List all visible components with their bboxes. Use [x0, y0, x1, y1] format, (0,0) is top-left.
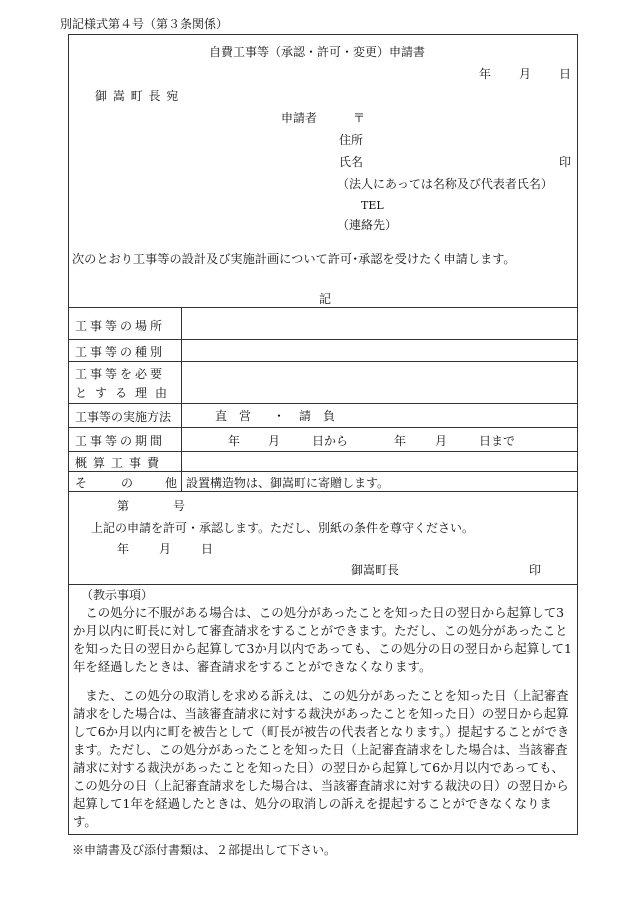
- table-row-divider: [69, 339, 577, 340]
- application-date-year: 年: [479, 67, 492, 81]
- form-number: 別記様式第４号（第３条関係）: [60, 17, 229, 31]
- contact-label: （連絡先）: [337, 218, 398, 232]
- table-top-border: [69, 307, 577, 308]
- period-end-month: 月: [435, 434, 448, 448]
- period-end-year: 年: [394, 434, 407, 448]
- notice-paragraph-1: この処分に不服がある場合は、この処分があったことを知った日の翌日から起算して3か月以内に町長に対して審査請求をすることができます。ただし、この処分があったことを知った日の翌日から起算して3か月以内であっても、この処分の日の翌日から起算して1年を経過したときは、審査請求をすることができなくなります。: [73, 605, 572, 674]
- other-label-char1: そ: [75, 476, 88, 490]
- application-form: [68, 34, 578, 835]
- approval-date-month: 月: [159, 542, 172, 556]
- method-direct-option: 直 営: [215, 409, 252, 423]
- period-end-suffix: 日まで: [479, 434, 516, 448]
- mayor-seal-mark: 印: [529, 563, 542, 577]
- name-note: （法人にあっては名称及び代表者氏名）: [337, 177, 553, 191]
- address-label: 住所: [339, 133, 364, 147]
- approval-date-year: 年: [117, 542, 130, 556]
- table-row-divider: [69, 403, 577, 404]
- approval-number-go: 号: [173, 499, 186, 513]
- name-label: 氏名: [339, 155, 364, 169]
- other-label-char2: の: [121, 476, 134, 490]
- request-text: 次のとおり工事等の設計及び実施計画について許可･承認を受けたく申請します。: [72, 252, 516, 266]
- period-start-month: 月: [268, 434, 281, 448]
- period-start-year: 年: [228, 434, 241, 448]
- table-row-divider: [69, 361, 577, 362]
- approval-date-day: 日: [201, 542, 214, 556]
- period-start-suffix: 日から: [312, 434, 349, 448]
- submission-footnote: ※申請書及び添付書類は、２部提出して下さい。: [72, 843, 337, 857]
- application-date-day: 日: [559, 67, 572, 81]
- method-contract-option: 請 負: [299, 409, 336, 423]
- seal-mark: 印: [559, 155, 572, 169]
- table-column-divider: [181, 307, 182, 491]
- addressee: 御 嵩 町 長 宛: [95, 89, 180, 103]
- other-value: 設置構造物は、御嵩町に寄贈します。: [186, 476, 390, 490]
- method-separator: ・: [273, 409, 286, 423]
- notice-heading: （教示事項）: [81, 588, 154, 602]
- reason-label-line2: とする理由: [75, 386, 176, 400]
- mayor-signature: 御嵩町長: [351, 563, 400, 577]
- period-label: 工事等の期間: [75, 434, 166, 448]
- approval-number-dai: 第: [117, 499, 130, 513]
- table-row-divider: [69, 427, 577, 428]
- method-label: 工事等の実施方法: [75, 410, 172, 424]
- table-row-divider: [69, 471, 577, 472]
- postal-mark: 〒: [353, 111, 366, 125]
- type-label: 工事等の種別: [75, 345, 166, 359]
- reason-label-line1: 工事等を必要: [75, 367, 166, 381]
- applicant-label: 申請者: [281, 111, 318, 125]
- tel-label: TEL: [361, 199, 384, 212]
- other-label-char3: 他: [165, 476, 178, 490]
- table-row-divider: [69, 451, 577, 452]
- ki-label: 記: [319, 292, 332, 306]
- notice-paragraph-2: また、この処分の取消しを求める訴えは、この処分があったことを知った日（上記審査請求をした場合は、当該審査請求に対する裁決があったことを知った日）の翌日から起算して6か月以内に町を被告として（町長が被告の代表者となります。）提起することができます。ただし、この処分があったことを知った日（上記審査請求をした場合は、当該審査請求に対する裁決があったことを知った日）の翌日から起算して6か月以内であっても、この処分の日（上記審査請求をした場合は、当該審査請求に対する裁決の日）の翌日から起算して1年を経過したときは、処分の取消しの訴えを提起することができなくなります。: [73, 688, 570, 829]
- table-bottom-border: [69, 491, 577, 492]
- approval-text: 上記の申請を許可・承認します。ただし、別紙の条件を尊守ください。: [91, 521, 475, 535]
- application-date-month: 月: [519, 67, 532, 81]
- form-title: 自費工事等（承認・許可・変更）申請書: [209, 45, 426, 59]
- location-label: 工事等の場所: [75, 319, 166, 333]
- cost-label: 概算工事費: [75, 456, 166, 470]
- approval-bottom-border: [69, 584, 577, 585]
